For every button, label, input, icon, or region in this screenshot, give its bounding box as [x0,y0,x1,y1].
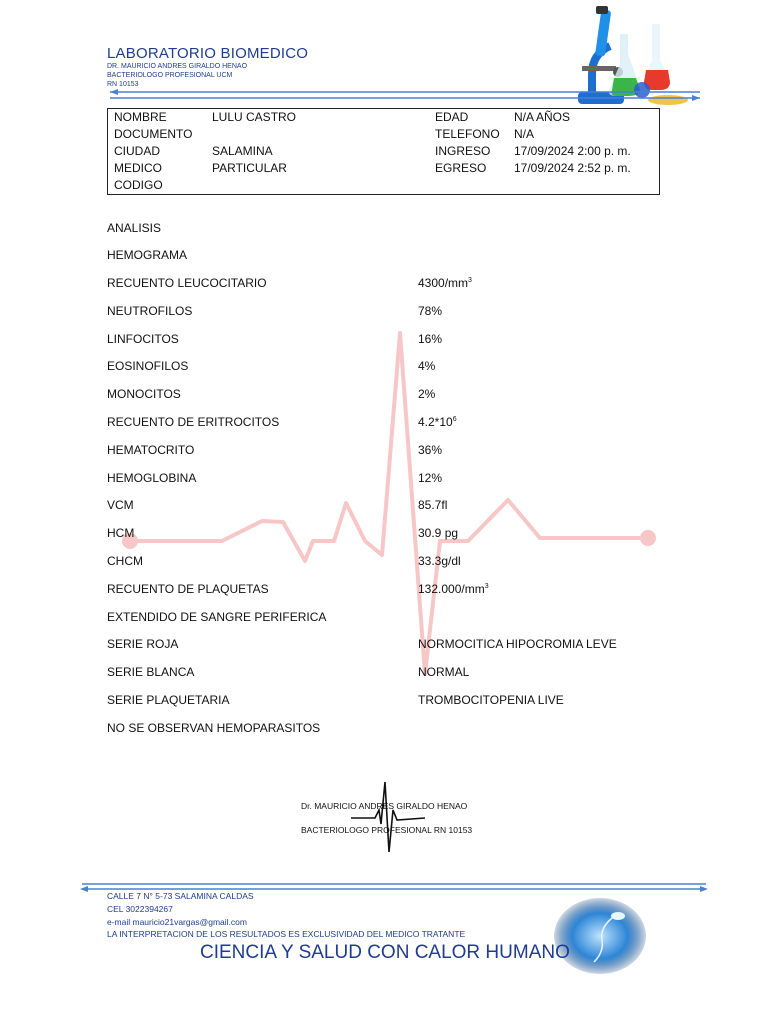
result-value [418,443,442,457]
doctor-title: BACTERIOLOGO PROFESIONAL UCM [107,72,233,79]
result-value-text: 85.7fl [418,498,448,512]
result-value-text: NORMOCITICA HIPOCROMIA LEVE [418,637,617,651]
age-label: EDAD [435,110,469,124]
result-label: EXTENDIDO DE SANGRE PERIFERICA [107,610,327,624]
admission-label: INGRESO [435,144,491,158]
signature-name: Dr. MAURICIO ANDRES GIRALDO HENAO [301,801,468,811]
footer-disclaimer: LA INTERPRETACION DE LOS RESULTADOS ES EXCLUSIVIDAD DEL MEDICO TRATANTE [107,929,466,939]
name-label: NOMBRE [114,110,167,124]
result-label: RECUENTO DE PLAQUETAS [107,582,269,596]
result-value-text: 4300/mm [418,276,469,290]
header-divider [100,88,710,104]
discharge-time: 17/09/2024 2:52 p. m. [514,161,631,175]
result-value [418,665,469,679]
footer-address: CALLE 7 N° 5-73 SALAMINA CALDAS [107,891,254,901]
city-label: CIUDAD [114,144,161,158]
document-label: DOCUMENTO [114,127,193,141]
slogan: CIENCIA Y SALUD CON CALOR HUMANO [200,942,570,963]
doctor-rn: RN 10153 [107,81,139,88]
result-value-text: 4.2*10 [418,415,453,429]
result-label: HEMATOCRITO [107,443,195,457]
patient-info-box [107,108,660,195]
result-label: MONOCITOS [107,387,181,401]
admission-time: 17/09/2024 2:00 p. m. [514,144,631,158]
result-value-text: 2% [418,387,436,401]
signature-title: BACTERIOLOGO PROFESIONAL RN 10153 [301,825,473,835]
result-value [418,359,435,373]
result-value-text: 78% [418,304,443,318]
result-label: LINFOCITOS [107,332,179,346]
result-value [418,637,617,651]
result-label: RECUENTO LEUCOCITARIO [107,276,267,290]
code-label: CODIGO [114,178,163,192]
footer-phone: CEL 3022394267 [107,904,173,914]
result-label: CHCM [107,554,143,568]
result-value [418,415,457,429]
doctor-label: MEDICO [114,161,162,175]
result-value [418,304,442,318]
result-label: HCM [107,526,135,540]
result-value [418,693,564,707]
result-value [418,332,442,346]
result-label: SERIE ROJA [107,637,179,651]
result-value [418,526,458,540]
patient-phone: N/A [514,127,535,141]
result-value-text: 4% [418,359,436,373]
result-value-text: TROMBOCITOPENIA LIVE [418,693,564,707]
result-value-text: 33.3g/dl [418,554,461,568]
result-value-text: NORMAL [418,665,470,679]
result-value [418,387,435,401]
result-value [418,471,442,485]
result-value-text: 132.000/mm [418,582,485,596]
result-value-text: 12% [418,471,443,485]
result-value [418,276,472,290]
result-value [418,582,489,596]
result-value-text: 16% [418,332,443,346]
phone-label: TELEFONO [435,127,500,141]
result-value [418,554,461,568]
result-label: NO SE OBSERVAN HEMOPARASITOS [107,721,321,735]
result-label: EOSINOFILOS [107,359,189,373]
sperm-cell-icon [540,892,650,978]
result-value-exponent: 3 [468,277,472,284]
result-label: SERIE BLANCA [107,665,195,679]
result-value [418,498,447,512]
result-value-text: 36% [418,443,443,457]
footer-email: e-mail mauricio21vargas@gmail.com [107,917,247,927]
result-label: NEUTROFILOS [107,304,193,318]
patient-city: SALAMINA [212,144,273,158]
result-label: HEMOGLOBINA [107,471,197,485]
doctor-name: DR. MAURICIO ANDRES GIRALDO HENAO [107,63,248,70]
signature-icon [345,780,435,856]
result-value-exponent: 3 [484,583,489,590]
result-value-text: 30.9 pg [418,526,459,540]
analysis-heading: ANALISIS [107,221,162,235]
result-label: SERIE PLAQUETARIA [107,693,230,707]
result-label: VCM [107,498,134,512]
section-heading: HEMOGRAMA [107,248,188,262]
patient-age: N/A AÑOS [514,110,571,124]
result-label: RECUENTO DE ERITROCITOS [107,415,280,429]
patient-doctor: PARTICULAR [212,161,287,175]
lab-name: LABORATORIO BIOMEDICO [107,45,309,62]
result-value-exponent: 6 [452,416,457,423]
discharge-label: EGRESO [435,161,487,175]
patient-name: LULU CASTRO [212,110,297,124]
